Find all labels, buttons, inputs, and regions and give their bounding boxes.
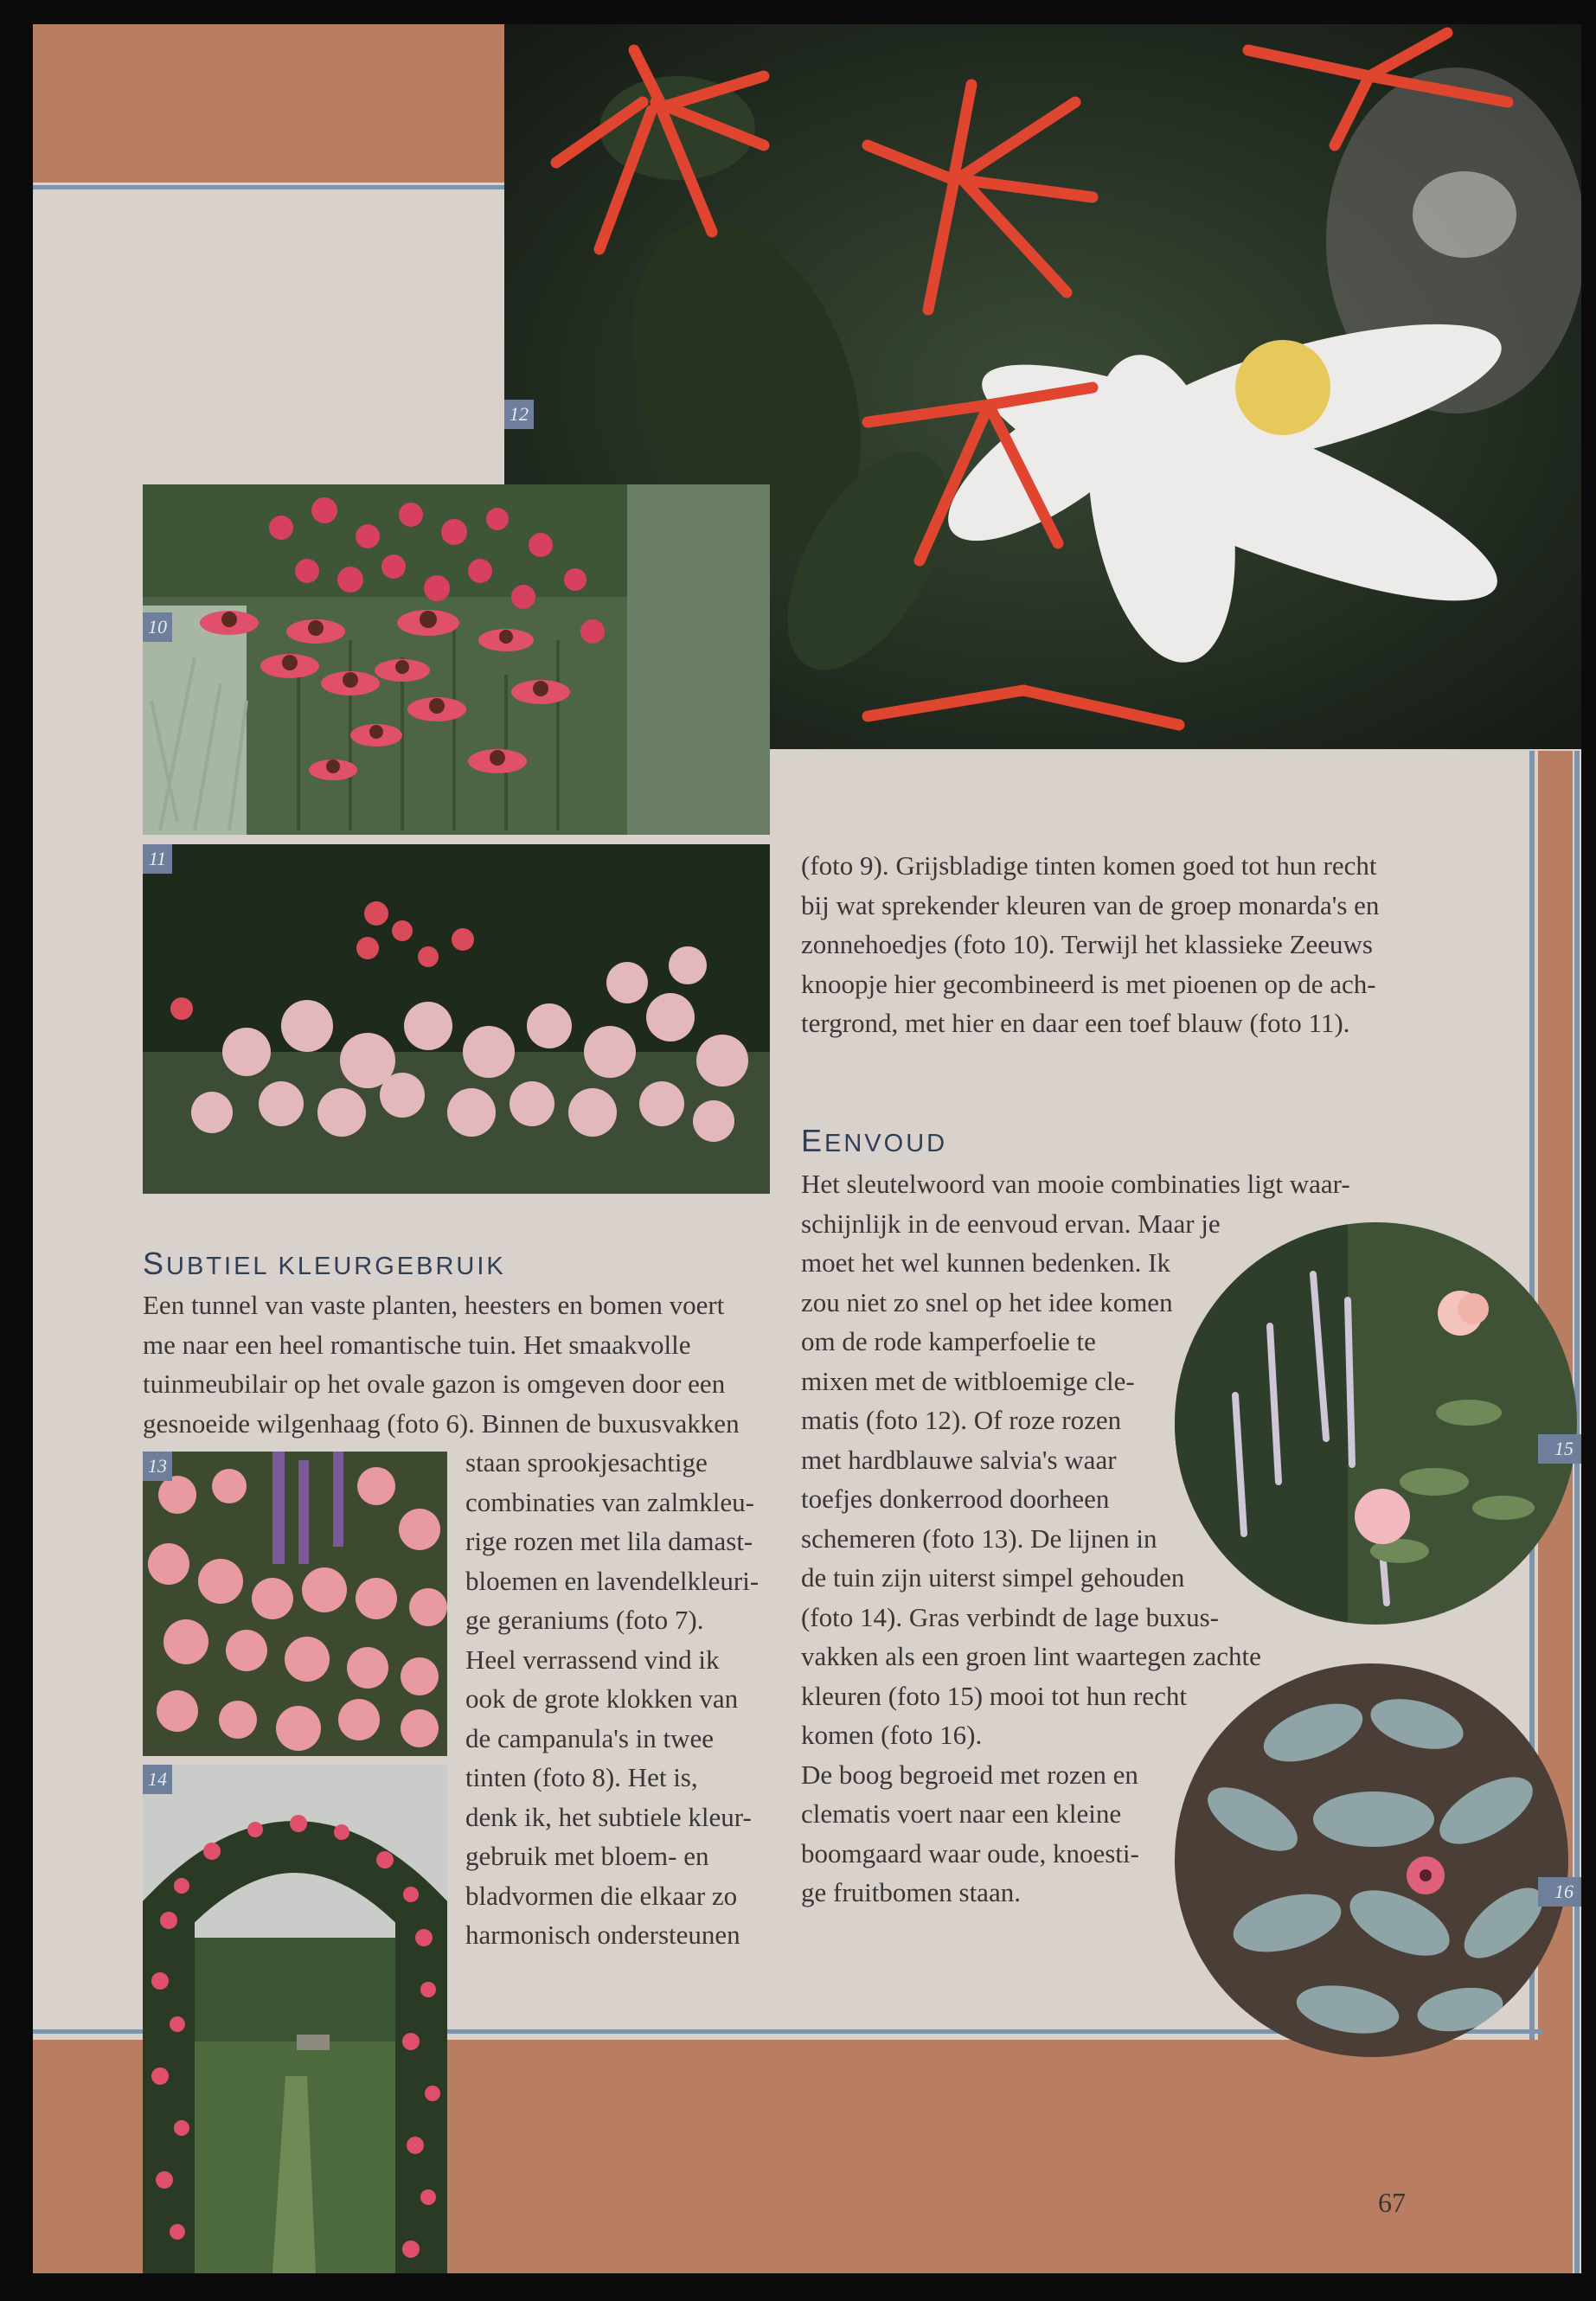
eenvoud-paragraph (801, 1164, 1545, 1913)
page-number: 67 (1378, 2187, 1406, 2218)
magazine-page (33, 24, 1581, 2273)
text-line: moet het wel kunnen bedenken. Ik (801, 1247, 1170, 1278)
heading-eenvoud (801, 1123, 947, 1159)
text-line: harmonisch ondersteunen (465, 1920, 740, 1950)
text-line: tuinmeubilair op het ovale gazon is omgeven door een (143, 1368, 726, 1399)
photo-rose-arch (143, 1765, 447, 2273)
text-line: ge fruitbomen staan. (801, 1877, 1021, 1907)
text-line: de campanula's in twee (465, 1722, 715, 1753)
heading-initial: E (801, 1123, 825, 1158)
text-line: knoopje hier gecombineerd is met pioenen op de ach- (801, 968, 1376, 999)
text-line: me naar een heel romantische tuin. Het smaakvolle (143, 1329, 691, 1360)
text-line: boomgaard waar oude, knoesti- (801, 1837, 1139, 1868)
photo-number-10: 10 (143, 612, 172, 642)
text-line: kleuren (foto 15) mooi tot hun recht (801, 1680, 1187, 1711)
text-line: ook de grote klokken van (465, 1683, 739, 1714)
heading-text: UBTIEL KLEURGEBRUIK (166, 1253, 506, 1280)
text-line: mixen met de witbloemige cle- (801, 1365, 1135, 1396)
text-line: staan sprookjesachtige (465, 1447, 708, 1477)
photo-number-13: 13 (143, 1452, 172, 1481)
subtiel-paragraph-continued (465, 1443, 794, 1955)
photo-number-15: 15 (1538, 1434, 1581, 1464)
text-line: Het sleutelwoord van mooie combinaties ligt waar- (801, 1169, 1350, 1199)
photo-astrantia-peonies (143, 844, 770, 1194)
text-line: bladvormen die elkaar zo (465, 1880, 738, 1911)
photo-number-12: 12 (504, 400, 534, 429)
text-line: De boog begroeid met rozen en (801, 1759, 1138, 1790)
text-line: om de rode kamperfoelie te (801, 1326, 1096, 1356)
photo-number-16: 16 (1538, 1877, 1581, 1907)
photo-monarda-coneflowers (143, 484, 770, 835)
text-line: tergrond, met hier en daar een toef blauw (foto 11). (801, 1008, 1350, 1038)
text-line: rige rozen met lila damast- (465, 1526, 753, 1556)
text-line: (foto 14). Gras verbindt de lage buxus- (801, 1601, 1219, 1632)
text-line: bij wat sprekender kleuren van de groep monarda's en (801, 889, 1380, 920)
text-line: clematis voert naar een kleine (801, 1798, 1122, 1829)
text-line: de tuin zijn uiterst simpel gehouden (801, 1562, 1185, 1593)
text-line: ge geraniums (foto 7). (465, 1605, 704, 1635)
text-line: met hardblauwe salvia's waar (801, 1444, 1117, 1475)
heading-subtiel-kleurgebruik (143, 1246, 506, 1282)
text-line: schemeren (foto 13). De lijnen in (801, 1522, 1157, 1554)
vertical-rule-right (1574, 751, 1580, 2273)
text-line: tinten (foto 8). Het is, (465, 1762, 698, 1792)
photo-roses-salvia (143, 1452, 447, 1756)
text-line: Heel verrassend vind ik (465, 1644, 720, 1675)
text-line: matis (foto 12). Of roze rozen (801, 1405, 1122, 1435)
text-line: zou niet zo snel op het idee komen (801, 1286, 1173, 1317)
subtiel-paragraph (143, 1285, 800, 1443)
intro-paragraph (801, 846, 1510, 1043)
text-line: vakken als een groen lint waartegen zachte (801, 1641, 1261, 1671)
text-line: gebruik met bloem- en (465, 1841, 709, 1871)
text-line: denk ik, het subtiele kleur- (465, 1801, 752, 1832)
text-line: combinaties van zalmkleu- (465, 1486, 754, 1517)
text-line: zonnehoedjes (foto 10). Terwijl het klassieke Zeeuws (801, 929, 1373, 959)
text-line: bloemen en lavendelkleuri- (465, 1565, 760, 1596)
horizontal-rule (33, 185, 504, 189)
text-line: Een tunnel van vaste planten, heesters en bomen voert (143, 1290, 725, 1320)
text-line: gesnoeide wilgenhaag (foto 6). Binnen de buxusvakken (143, 1407, 740, 1439)
text-line: schijnlijk in de eenvoud ervan. Maar je (801, 1208, 1221, 1239)
photo-number-14: 14 (143, 1765, 172, 1794)
heading-initial: S (143, 1246, 167, 1281)
text-line: (foto 9). Grijsbladige tinten komen goed tot hun recht (801, 850, 1377, 881)
text-line: toefjes donkerrood doorheen (801, 1484, 1110, 1514)
heading-text: ENVOUD (824, 1130, 948, 1157)
text-line: komen (foto 16). (801, 1720, 983, 1750)
photo-number-11: 11 (143, 844, 172, 874)
decorative-terracotta-block (33, 24, 504, 183)
